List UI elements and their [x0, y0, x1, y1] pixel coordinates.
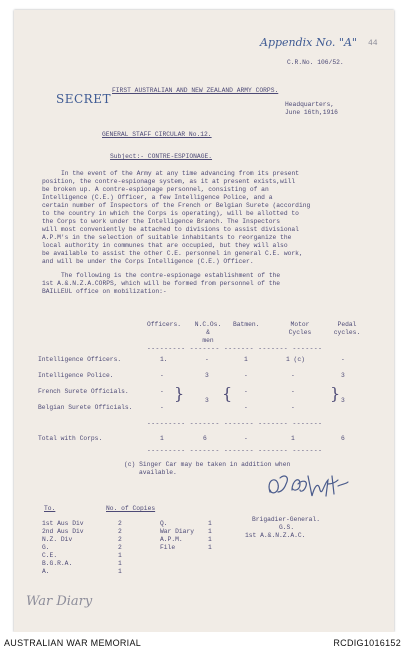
- total-value: -: [244, 435, 248, 442]
- distribution-copies: 1: [118, 560, 122, 567]
- distribution-copies: 1: [118, 568, 122, 575]
- body-line: the Corps to work under the Intelligence Branch. The Inspectors: [42, 218, 281, 225]
- row-value: -: [160, 388, 164, 395]
- body-line: 1st A.&.N.Z.A.CORPS, which will be formed from personnel of the: [42, 280, 281, 287]
- page-number: 44: [368, 39, 378, 48]
- reference-number: C.R.No. 106/52.: [287, 59, 344, 66]
- distribution-item: G.: [42, 544, 50, 551]
- column-header-batmen: Batmen.: [233, 321, 260, 328]
- document-date: June 16th,1916: [285, 109, 338, 116]
- signatory-unit: 1st A.&.N.Z.A.C.: [245, 532, 306, 539]
- unit-heading: FIRST AUSTRALIAN AND NEW ZEALAND ARMY CORPS.: [112, 87, 279, 94]
- body-line: certain number of Inspectors of the French or Belgian Surete (according: [42, 202, 311, 209]
- appendix-annotation: Appendix No. "A": [260, 36, 357, 49]
- body-line: The following is the contre-espionage establishment of the: [61, 272, 281, 279]
- body-line: A.P.M's in the selection of suitable inhabitants to reorganize the: [42, 234, 292, 241]
- body-line: to the country in which the Corps is operating), will be allotted to: [42, 210, 299, 217]
- signatory-rank: Brigadier-General.: [252, 516, 321, 523]
- distribution-copies-label: No. of Copies: [106, 505, 156, 512]
- row-value: -: [160, 404, 164, 411]
- archive-name: AUSTRALIAN WAR MEMORIAL: [4, 638, 142, 648]
- body-line: In the event of the Army at any time advancing from its present: [61, 170, 300, 177]
- circular-title: GENERAL STAFF CIRCULAR No.12.: [102, 131, 212, 138]
- distribution-copies: 2: [118, 520, 122, 527]
- row-value: 1: [244, 356, 248, 363]
- distribution-to-label: To.: [44, 505, 56, 512]
- left-brace: }: [174, 384, 185, 403]
- distribution-item: A.P.M.: [160, 536, 183, 543]
- distribution-copies: 2: [118, 528, 122, 535]
- column-header-pedal-cycles: Pedal cycles.: [333, 321, 361, 336]
- row-value: 3: [205, 397, 209, 404]
- row-value: -: [291, 372, 295, 379]
- distribution-copies: 2: [118, 544, 122, 551]
- row-value: -: [244, 372, 248, 379]
- body-line: and will be under the Corps Intelligence (C.E.) Officer.: [42, 258, 254, 265]
- distribution-copies: 1: [208, 536, 212, 543]
- headquarters-label: Headquarters,: [285, 101, 335, 108]
- total-value: 1: [291, 435, 295, 442]
- distribution-item: A.: [42, 568, 50, 575]
- column-header-motor-cycles: Motor Cycles: [288, 321, 312, 336]
- row-value: -: [160, 372, 164, 379]
- distribution-copies: 1: [208, 520, 212, 527]
- distribution-copies: 1: [208, 544, 212, 551]
- row-label: French Surete Officials.: [38, 388, 129, 395]
- row-label: Intelligence Police.: [38, 372, 114, 379]
- distribution-item: C.E.: [42, 552, 58, 559]
- signature-image: [262, 470, 352, 506]
- war-diary-annotation: War Diary: [26, 594, 93, 609]
- row-label: Belgian Surete Officials.: [38, 404, 133, 411]
- body-line: position, the contre-espionage system, as it at present exists,will: [42, 178, 296, 185]
- total-label: Total with Corps.: [38, 435, 103, 442]
- distribution-item: 1st Aus Div: [42, 520, 84, 527]
- footnote: (c) Singer Car may be taken in addition when: [124, 461, 291, 468]
- body-line: be broken up. A contre-espionage personnel, consisting of an: [42, 186, 269, 193]
- distribution-item: N.Z. Div: [42, 536, 73, 543]
- row-value: 3: [341, 397, 345, 404]
- right-brace-pedal: }: [330, 384, 341, 403]
- body-line: will most conveniently be attached to divisions to assist divisional: [42, 226, 299, 233]
- row-value: 3: [205, 372, 209, 379]
- body-line: local authority in communes that are occupied, but they will also: [42, 242, 288, 249]
- signatory-role: G.S.: [279, 524, 295, 531]
- row-value: -: [244, 404, 248, 411]
- distribution-item: B.G.R.A.: [42, 560, 73, 567]
- distribution-item: 2nd Aus Div: [42, 528, 84, 535]
- distribution-copies: 2: [118, 536, 122, 543]
- subject-line: Subject:- CONTRE-ESPIONAGE.: [110, 153, 213, 160]
- distribution-item: War Diary: [160, 528, 195, 535]
- row-value: 3: [341, 372, 345, 379]
- body-line: BAILLEUL office on mobilization:-: [42, 288, 167, 295]
- archive-footer: [0, 632, 405, 654]
- right-brace-ncos: {: [222, 384, 233, 403]
- total-value: 6: [341, 435, 345, 442]
- body-line: Intelligence (C.E.) Officer, a few Intelligence Police, and a: [42, 194, 273, 201]
- total-value: 1: [160, 435, 164, 442]
- secret-annotation: SECRET: [56, 92, 111, 106]
- row-value: -: [205, 356, 209, 363]
- header-rule: --------- ------- ------- ------- -------: [147, 345, 323, 352]
- archive-id: RCDIG1016152: [333, 638, 401, 648]
- row-value: -: [341, 356, 345, 363]
- row-value: -: [244, 388, 248, 395]
- body-line: be available to assist the other C.E. personnel in general C.E. work,: [42, 250, 303, 257]
- column-header-ncos: N.C.Os. & men: [194, 321, 222, 344]
- row-value: -: [291, 388, 295, 395]
- column-header-officers: Officers.: [147, 321, 182, 328]
- distribution-copies: 1: [208, 528, 212, 535]
- distribution-item: File: [160, 544, 176, 551]
- footnote: available.: [139, 469, 177, 476]
- distribution-item: Q.: [160, 520, 168, 527]
- total-rule: --------- ------- ------- ------- -------: [147, 420, 323, 427]
- bottom-rule: --------- ------- ------- ------- -------: [147, 447, 323, 454]
- distribution-copies: 1: [118, 552, 122, 559]
- total-value: 6: [203, 435, 207, 442]
- row-label: Intelligence Officers.: [38, 356, 122, 363]
- row-value: 1.: [160, 356, 168, 363]
- row-value: 1 (c): [286, 356, 305, 363]
- row-value: -: [291, 404, 295, 411]
